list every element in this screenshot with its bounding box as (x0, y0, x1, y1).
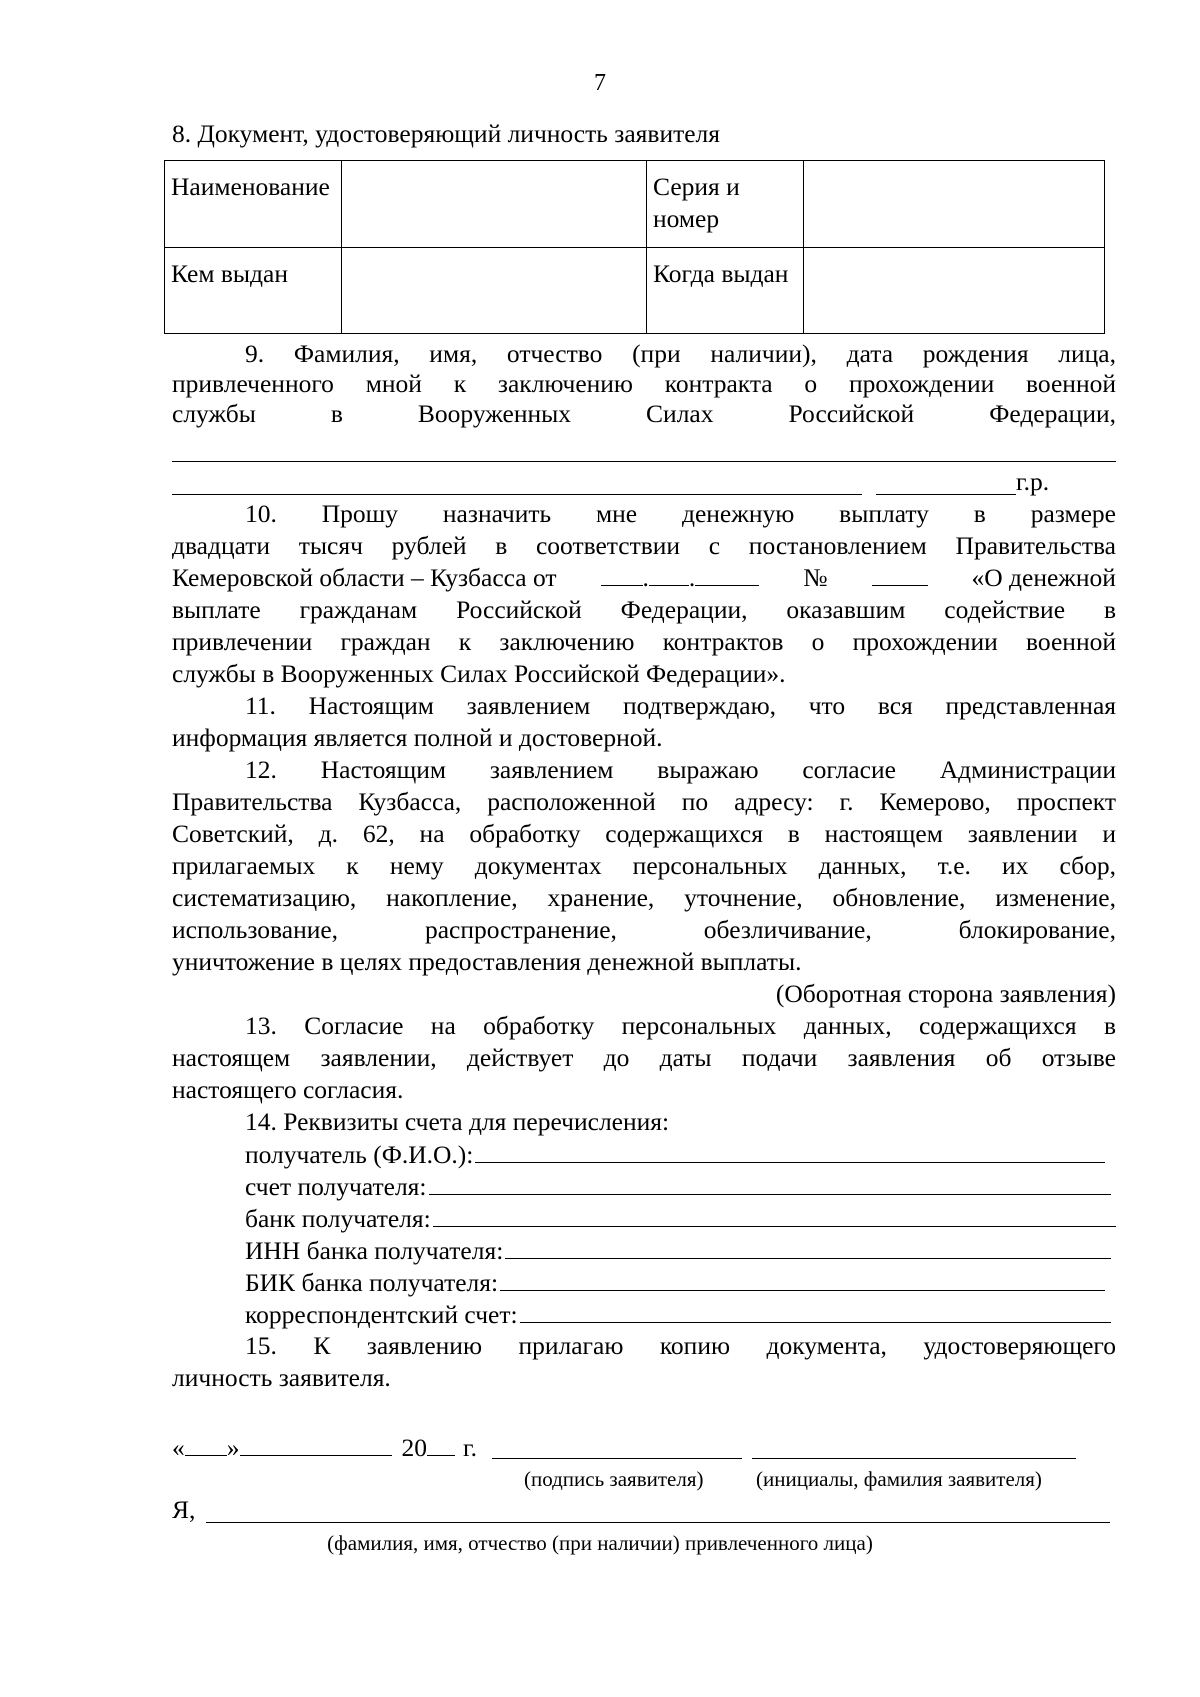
doc-issued-when-label: Когда выдан (647, 247, 804, 334)
bank-bik-field[interactable] (500, 1266, 1105, 1291)
caption-signature: (подпись заявителя) (524, 1467, 704, 1491)
person-name-blank[interactable] (172, 461, 1116, 462)
doc-series-label-line2: номер (653, 204, 720, 233)
section-10-line3-start: Кемеровской области – Кузбасса от (172, 563, 557, 592)
section-10-line5: привлечении граждан к заключению контрактов о прохождении военной (172, 627, 1116, 656)
doc-name-label: Наименование (165, 161, 342, 248)
decree-number-blank[interactable] (872, 563, 928, 586)
section-10-line6: службы в Вооруженных Силах Российской Федерации». (172, 659, 786, 688)
section-13-line3: настоящего согласия. (172, 1075, 404, 1104)
section-12-line4: прилагаемых к нему документах персональных данных, т.е. их сбор, (172, 851, 1116, 880)
bank-row (245, 1202, 1116, 1235)
section-15-line2: личность заявителя. (172, 1363, 391, 1392)
section-12-line1: 12. Настоящим заявлением выражаю согласие Администрации (245, 755, 1116, 784)
identity-document-table (164, 160, 1105, 334)
sign-year-blank[interactable] (427, 1433, 455, 1456)
doc-name-field[interactable] (342, 161, 647, 248)
section-10-line3 (172, 562, 1116, 594)
section-13-line1: 13. Согласие на обработку персональных данных, содержащихся в (245, 1011, 1116, 1040)
ya-label: Я, (172, 1495, 196, 1524)
section-10-line1: 10. Прошу назначить мне денежную выплату в размере (245, 499, 1116, 528)
account-field[interactable] (429, 1170, 1112, 1195)
section-13-line2: настоящем заявлении, действует до даты подачи заявления об отзыве (172, 1043, 1116, 1072)
doc-issued-by-label: Кем выдан (165, 247, 342, 334)
caption-person: (фамилия, имя, отчество (при наличии) привлеченного лица) (327, 1531, 873, 1555)
bank-label: банк получателя: (245, 1204, 431, 1233)
corr-account-row (245, 1298, 1111, 1331)
doc-series-label-line1: Серия и (653, 172, 740, 201)
decree-day-blank[interactable] (601, 563, 643, 586)
birth-year-blank[interactable] (876, 494, 1016, 495)
section-12-line2: Правительства Кузбасса, расположенной по адресу: г. Кемерово, проспект (172, 787, 1116, 816)
date-quote-close: » (226, 1433, 240, 1462)
initials-blank[interactable] (752, 1458, 1076, 1459)
sign-month-blank[interactable] (240, 1433, 392, 1456)
caption-initials: (инициалы, фамилия заявителя) (756, 1467, 1042, 1491)
bank-bik-label: БИК банка получателя: (245, 1268, 499, 1297)
signature-blank[interactable] (492, 1458, 742, 1459)
sign-day-blank[interactable] (185, 1433, 227, 1456)
bank-inn-label: ИНН банка получателя: (245, 1236, 504, 1265)
year-suffix: г. (463, 1433, 477, 1462)
page-number: 7 (594, 70, 606, 96)
date-dot-1: . (642, 563, 649, 592)
decree-month-blank[interactable] (649, 563, 689, 586)
reverse-side-note: (Оборотная сторона заявления) (775, 979, 1116, 1008)
bank-field[interactable] (433, 1202, 1116, 1227)
section-12-line6: использование, распространение, обезличивание, блокирование, (172, 915, 1116, 944)
person-name-blank-2[interactable] (172, 494, 862, 495)
section-11-line1: 11. Настоящим заявлением подтверждаю, что вся представленная (245, 691, 1116, 720)
account-label: счет получателя: (245, 1172, 427, 1201)
section-12-line3: Советский, д. 62, на обработку содержащихся в настоящем заявлении и (172, 819, 1116, 848)
year-prefix: 20 (401, 1433, 427, 1462)
date-quote-open: « (172, 1433, 185, 1462)
section-9-line1: 9. Фамилия, имя, отчество (при наличии), дата рождения лица, (245, 339, 1116, 368)
corr-account-label: корреспондентский счет: (245, 1300, 518, 1329)
section-9-line3: службы в Вооруженных Силах Российской Федерации, (172, 399, 1116, 428)
birth-year-suffix: г.р. (1016, 467, 1050, 496)
section-11-line2: информация является полной и достоверной. (172, 723, 663, 752)
section-8-title: 8. Документ, удостоверяющий личность заявителя (172, 119, 721, 148)
signature-date-row (172, 1432, 1116, 1464)
section-14-title: 14. Реквизиты счета для перечисления: (245, 1107, 670, 1136)
section-15-line1: 15. К заявлению прилагаю копию документа, удостоверяющего (245, 1331, 1116, 1360)
decree-year-blank[interactable] (695, 563, 759, 586)
decree-number-sign: № (803, 563, 828, 592)
section-10-line2: двадцати тысяч рублей в соответствии с постановлением Правительства (172, 531, 1116, 560)
corr-account-field[interactable] (520, 1298, 1111, 1323)
bank-bik-row (245, 1266, 1105, 1299)
bank-inn-row (245, 1234, 1111, 1267)
recipient-field[interactable] (475, 1138, 1105, 1163)
doc-issued-by-field[interactable] (342, 247, 647, 334)
section-10-line4: выплате гражданам Российской Федерации, оказавшим содействие в (172, 595, 1116, 624)
section-12-line5: систематизацию, накопление, хранение, уточнение, обновление, изменение, (172, 883, 1116, 912)
section-10-line3-end: «О денежной (971, 563, 1116, 592)
section-12-line7: уничтожение в целях предоставления денежной выплаты. (172, 947, 802, 976)
recipient-label: получатель (Ф.И.О.): (245, 1140, 474, 1169)
date-dot-2: . (688, 563, 696, 592)
doc-series-field[interactable] (804, 161, 1105, 248)
person-fullname-blank[interactable] (206, 1522, 1110, 1523)
decree-date (601, 562, 760, 594)
recipient-row (245, 1138, 1105, 1171)
doc-series-label (647, 161, 804, 248)
doc-issued-when-field[interactable] (804, 247, 1105, 334)
section-9-line2: привлеченного мной к заключению контракта о прохождении военной (172, 369, 1116, 398)
account-row (245, 1170, 1111, 1203)
bank-inn-field[interactable] (505, 1234, 1111, 1259)
